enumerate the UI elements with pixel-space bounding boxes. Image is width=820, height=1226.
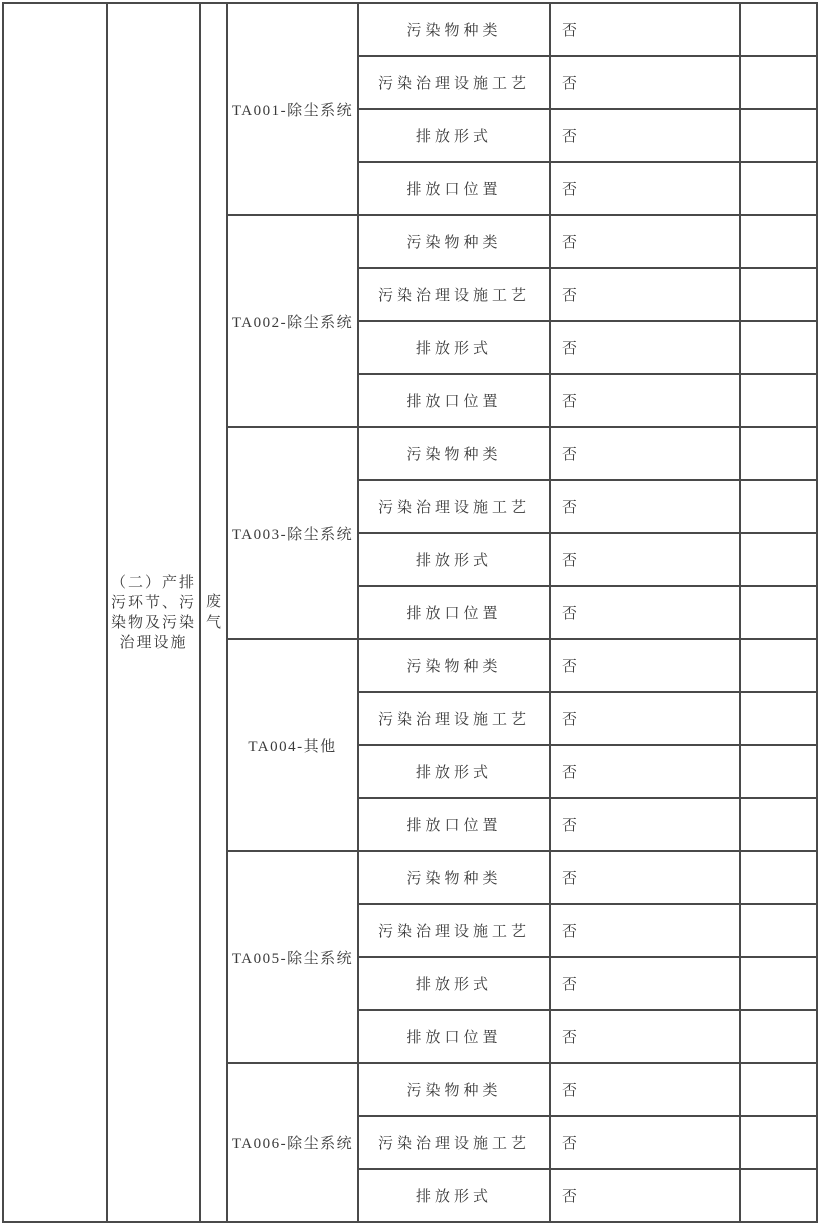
item-label-cell: 污染治理设施工艺: [358, 1116, 550, 1169]
source-cell-ta006: TA006-除尘系统: [227, 1063, 358, 1222]
item-value-cell: 否: [550, 321, 740, 374]
remark-cell: [740, 639, 817, 692]
remark-cell: [740, 1063, 817, 1116]
item-value-cell: 否: [550, 480, 740, 533]
remark-cell: [740, 56, 817, 109]
item-value-cell: 否: [550, 745, 740, 798]
item-label-cell: 污染物种类: [358, 3, 550, 56]
remark-cell: [740, 745, 817, 798]
item-label-cell: 污染物种类: [358, 215, 550, 268]
table-row: [3, 3, 817, 56]
item-label-cell: 污染治理设施工艺: [358, 268, 550, 321]
item-label-cell: 污染物种类: [358, 1063, 550, 1116]
remark-cell: [740, 957, 817, 1010]
remark-cell: [740, 692, 817, 745]
remark-cell: [740, 533, 817, 586]
item-value-cell: 否: [550, 109, 740, 162]
item-value-cell: 否: [550, 1063, 740, 1116]
source-cell-ta003: TA003-除尘系统: [227, 427, 358, 639]
item-label-cell: 排放口位置: [358, 374, 550, 427]
item-value-cell: 否: [550, 798, 740, 851]
remark-cell: [740, 586, 817, 639]
item-value-cell: 否: [550, 851, 740, 904]
item-value-cell: 否: [550, 215, 740, 268]
remark-cell: [740, 1169, 817, 1222]
remark-cell: [740, 480, 817, 533]
permit-change-table: [2, 2, 818, 1223]
item-value-cell: 否: [550, 427, 740, 480]
remark-cell: [740, 851, 817, 904]
item-value-cell: 否: [550, 957, 740, 1010]
item-label-cell: 排放形式: [358, 957, 550, 1010]
remark-cell: [740, 427, 817, 480]
item-value-cell: 否: [550, 904, 740, 957]
source-cell-ta005: TA005-除尘系统: [227, 851, 358, 1063]
item-value-cell: 否: [550, 162, 740, 215]
item-label-cell: 污染物种类: [358, 851, 550, 904]
item-label-cell: 污染治理设施工艺: [358, 480, 550, 533]
item-value-cell: 否: [550, 1169, 740, 1222]
item-label-cell: 排放形式: [358, 109, 550, 162]
item-label-cell: 排放形式: [358, 745, 550, 798]
item-value-cell: 否: [550, 3, 740, 56]
item-value-cell: 否: [550, 639, 740, 692]
item-label-cell: 排放口位置: [358, 798, 550, 851]
item-label-cell: 排放口位置: [358, 586, 550, 639]
remark-cell: [740, 1116, 817, 1169]
item-value-cell: 否: [550, 56, 740, 109]
item-value-cell: 否: [550, 1116, 740, 1169]
remark-cell: [740, 374, 817, 427]
source-cell-ta004: TA004-其他: [227, 639, 358, 851]
item-label-cell: 污染治理设施工艺: [358, 692, 550, 745]
remark-cell: [740, 1010, 817, 1063]
item-value-cell: 否: [550, 268, 740, 321]
medium-cell: 废气: [200, 3, 227, 1222]
remark-cell: [740, 109, 817, 162]
item-value-cell: 否: [550, 586, 740, 639]
item-label-cell: 排放形式: [358, 533, 550, 586]
item-label-cell: 排放形式: [358, 1169, 550, 1222]
category-cell: （二）产排污环节、污染物及污染治理设施: [107, 3, 200, 1222]
item-label-cell: 污染物种类: [358, 639, 550, 692]
item-value-cell: 否: [550, 692, 740, 745]
remark-cell: [740, 904, 817, 957]
remark-cell: [740, 798, 817, 851]
item-label-cell: 污染治理设施工艺: [358, 904, 550, 957]
item-label-cell: 排放形式: [358, 321, 550, 374]
source-cell-ta002: TA002-除尘系统: [227, 215, 358, 427]
remark-cell: [740, 3, 817, 56]
remark-cell: [740, 268, 817, 321]
remark-cell: [740, 321, 817, 374]
blank-spanning-cell: [3, 3, 107, 1222]
item-value-cell: 否: [550, 533, 740, 586]
item-value-cell: 否: [550, 1010, 740, 1063]
remark-cell: [740, 162, 817, 215]
item-label-cell: 污染治理设施工艺: [358, 56, 550, 109]
item-value-cell: 否: [550, 374, 740, 427]
item-label-cell: 排放口位置: [358, 1010, 550, 1063]
item-label-cell: 排放口位置: [358, 162, 550, 215]
remark-cell: [740, 215, 817, 268]
item-label-cell: 污染物种类: [358, 427, 550, 480]
source-cell-ta001: TA001-除尘系统: [227, 3, 358, 215]
